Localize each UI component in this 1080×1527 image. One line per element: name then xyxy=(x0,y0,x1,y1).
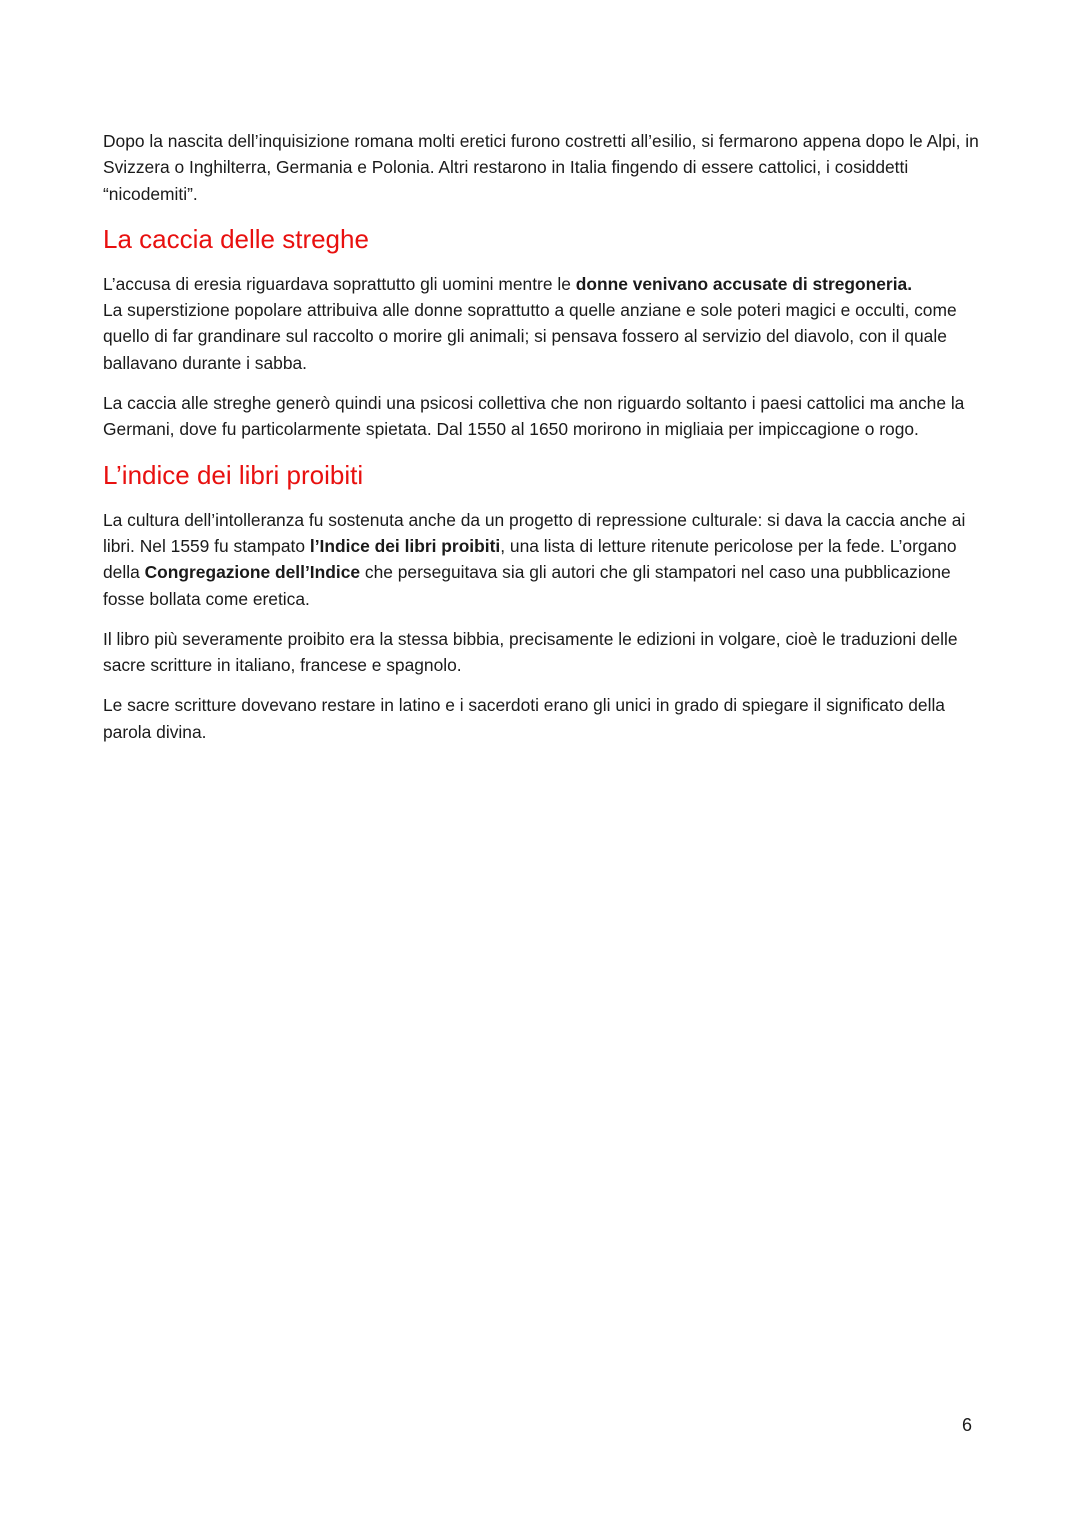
streghe-p1-bold: donne venivano accusate di stregoneria. xyxy=(575,273,913,294)
indice-paragraph-3: Le sacre scritture dovevano restare in latino e i sacerdoti erano gli unici in grado di spiegare il significato della parola divina. xyxy=(103,695,945,742)
streghe-p1-text: L’accusa di eresia riguardava soprattutto gli uomini mentre le xyxy=(103,273,576,294)
streghe-paragraph-2: La caccia alle streghe generò quindi una psicosi collettiva che non riguardo soltanto i paesi cattolici ma anche la Germani, dove fu particolarmente spietata. Dal 1550 al 1650 morirono in migliaia per impiccagione o rogo. xyxy=(103,393,965,440)
indice-p1-bold-a: l’Indice dei libri proibiti xyxy=(309,535,501,556)
heading-indice-libri: L’indice dei libri proibiti xyxy=(103,459,364,490)
indice-p1-text-c: , una lista di letture ritenute pericolose per la fede. L’organo della xyxy=(103,535,957,583)
heading-caccia-streghe: La caccia delle streghe xyxy=(103,223,369,254)
page-number: 6 xyxy=(962,1415,973,1435)
indice-p1-text-a: La cultura dell’intolleranza fu sostenuta anche da un progetto di repressione culturale: si dava la caccia anche ai libri. Nel 1559 fu stampato xyxy=(103,509,966,556)
indice-paragraph-2: Il libro più severamente proibito era la stessa bibbia, precisamente le edizioni in volgare, cioè le traduzioni delle sacre scritture in italiano, francese e spagnolo. xyxy=(103,628,958,676)
intro-paragraph: Dopo la nascita dell’inquisizione romana molti eretici furono costretti all’esilio, si fermarono appena dopo le Alpi, in Svizzera o Inghilterra, Germania e Polonia. Altri restarono in Italia fingendo di essere cattolici, i cosiddetti “nicodemiti”. xyxy=(103,131,979,204)
streghe-p1-text-2: La superstizione popolare attribuiva alle donne soprattutto a quelle anziane e sole poteri magici e occulti, come quello di far grandinare sul raccolto o morire gli animali; si pensava fossero al servizio del diavolo, con il quale ballavano durante i sabba. xyxy=(103,300,957,373)
indice-p1-bold-d: Congregazione dell’Indice xyxy=(144,562,361,583)
page-content xyxy=(103,128,983,759)
streghe-paragraph-1 xyxy=(103,271,983,376)
indice-paragraph-1 xyxy=(103,507,983,612)
indice-p1-text-e: che perseguitava sia gli autori che gli stampatori nel caso una pubblicazione fosse bollata come eretica. xyxy=(103,562,951,609)
